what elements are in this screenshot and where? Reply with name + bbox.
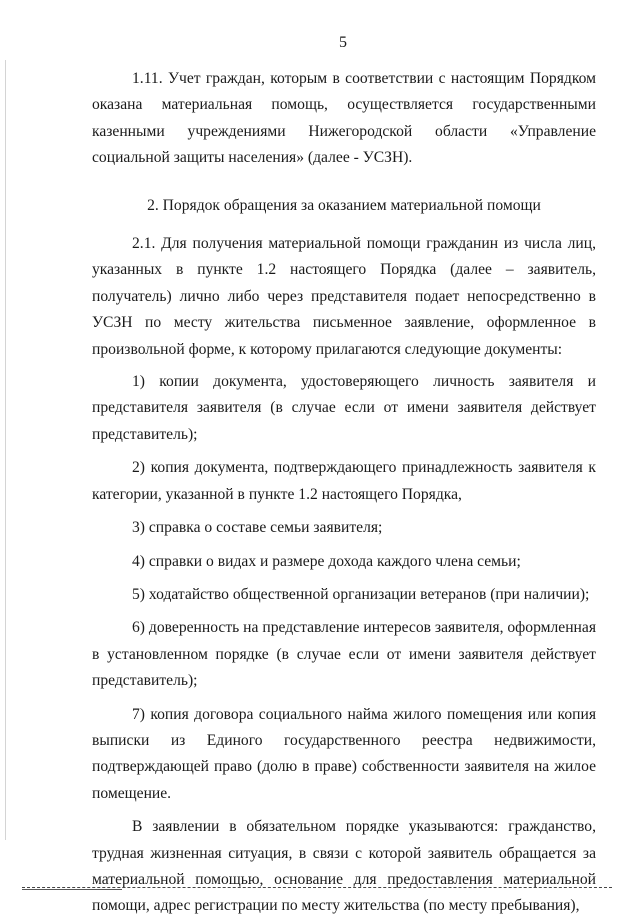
- paragraph-1-11: 1.11. Учет граждан, которым в соответствии с настоящим Порядком оказана материальная помощь, осуществляется государственными казенными учреждениями Нижегородской области «Управление социальной защиты населения» (далее - УСЗН).: [92, 70, 596, 167]
- list-item-3: 3) справка о составе семьи заявителя;: [132, 519, 383, 537]
- list-item-7: 7) копия договора социального найма жилого помещения или копия выписки из Единого государственного реестра недвижимости, подтверждающей право (долю в праве) собственности заявителя на жилое помещение.: [92, 705, 596, 802]
- paragraph-statement-requirements: В заявлении в обязательном порядке указываются: гражданство, трудная жизненная ситуация, в связи с которой заявитель обращается за материальной помощью, основание для предоставления материальной помощи, адрес регистрации по месту жительства (по месту пребывания),: [92, 818, 596, 915]
- list-item-2: 2) копия документа, подтверждающего принадлежность заявителя к категории, указанной в пункте 1.2 настоящего Порядка,: [92, 459, 596, 503]
- scan-margin-line: [5, 60, 6, 840]
- document-body: [92, 66, 596, 920]
- list-item-1: 1) копии документа, удостоверяющего личность заявителя и представителя заявителя (в случае если от имени заявителя действует представитель);: [92, 373, 596, 443]
- footer-rule-segment: [22, 889, 122, 890]
- paragraph-2-1: 2.1. Для получения материальной помощи гражданин из числа лиц, указанных в пункте 1.2 настоящего Порядка (далее – заявитель, получатель) лично либо через представителя подает непосредственно в УСЗН по месту жительства письменное заявление, оформленное в произвольной форме, к которому прилагаются следующие документы:: [92, 235, 596, 358]
- list-item-5: 5) ходатайство общественной организации ветеранов (при наличии);: [132, 585, 590, 603]
- page-number: 5: [339, 34, 347, 51]
- list-item-6: 6) доверенность на представление интересов заявителя, оформленная в установленном порядке (в случае если от имени заявителя действует представитель);: [92, 619, 596, 690]
- section-2-heading: 2. Порядок обращения за оказанием материальной помощи: [147, 196, 541, 214]
- list-item-4: 4) справки о видах и размере дохода каждого члена семьи;: [132, 552, 521, 570]
